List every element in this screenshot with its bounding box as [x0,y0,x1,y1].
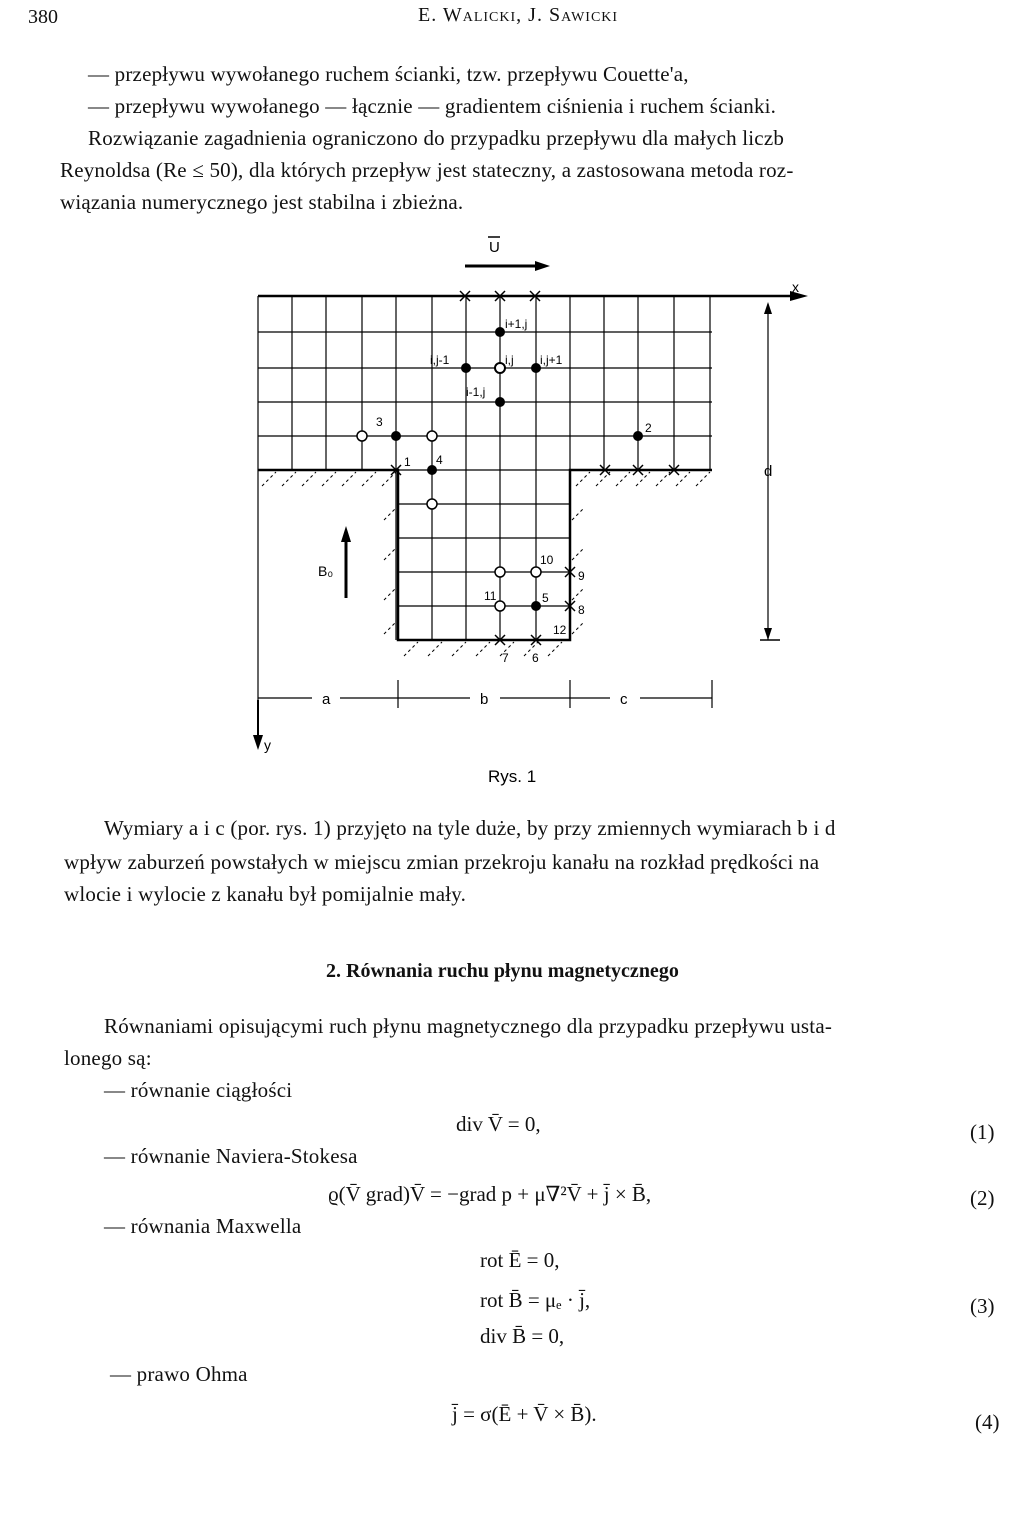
dimension-c-label: c [620,691,628,708]
channel-walls [258,470,712,640]
continuity-label: — równanie ciągłości [104,1078,293,1102]
node-number-5: 5 [542,591,549,605]
node-number-11: 11 [484,589,497,603]
after-figure-line-1: Wymiary a i c (por. rys. 1) przyjęto na tyle duże, by przy zmiennych wymiarach b i d [104,816,836,840]
maxwell-label: — równania Maxwella [104,1214,302,1238]
section-title: 2. Równania ruchu płynu magnetycznego [326,960,679,982]
node-label-im1-j: i-1,j [466,385,486,399]
equation-2: ϱ(V̄ grad)V̄ = −grad p + μ∇²V̄ + j̄ × B̄, [328,1182,652,1206]
equation-4-number: (4) [975,1410,1000,1434]
intro-paragraph-line-2: Reynoldsa (Re ≤ 50), dla których przepływ jest stateczny, a zastosowana metoda roz- [60,158,794,182]
node-number-4: 4 [436,453,443,467]
node-number-9: 9 [578,569,585,583]
figure-caption: Rys. 1 [488,767,537,786]
field-b0-label: B₀ [318,563,334,579]
equation-1: div V̄ = 0, [456,1112,541,1136]
dimension-a-label: a [322,691,331,708]
x-axis-label: x [792,279,799,295]
node-number-12: 12 [553,623,567,637]
figure-channel-grid [0,230,1024,790]
equation-3b: rot B̄ = μₑ · j̄, [480,1288,591,1312]
intro-list-item-2: — przepływu wywołanego — łącznie — gradientem ciśnienia i ruchem ścianki. [88,94,777,118]
node-label-i-jp1: i,j+1 [540,353,563,367]
page-number: 380 [28,6,58,28]
node-number-2: 2 [645,421,652,435]
after-figure-line-2: wpływ zaburzeń powstałych w miejscu zmian przekroju kanału na rozkład prędkości na [64,850,820,874]
velocity-arrow-head [535,261,550,271]
node-i-j [495,363,505,373]
node-im1-j [495,397,505,407]
node-number-3: 3 [376,415,383,429]
ohm-label: — prawo Ohma [110,1362,248,1386]
equation-3c: div B̄ = 0, [480,1324,565,1348]
section-paragraph-line-2: lonego są: [64,1046,152,1070]
equation-3a: rot Ē = 0, [480,1248,560,1272]
dimension-b-label: b [480,691,489,708]
node-label-ip1-j: i+1,j [505,317,528,331]
equation-1-number: (1) [970,1120,995,1144]
equation-2-number: (2) [970,1186,995,1210]
section-paragraph-line-1: Równaniami opisującymi ruch płynu magnetycznego dla przypadku przepływu usta- [104,1014,833,1038]
equation-4: j̄ = σ(Ē + V̄ × B̄). [452,1402,597,1426]
dimension-d-label: d [764,463,773,480]
intro-list-item-1: — przepływu wywołanego ruchem ścianki, tzw. przepływu Couette'a, [88,62,689,86]
node-number-1: 1 [404,455,411,469]
navier-stokes-label: — równanie Naviera-Stokesa [104,1144,358,1168]
node-number-10: 10 [540,553,554,567]
running-header-authors: E. Walicki, J. Sawicki [418,4,619,26]
node-number-6: 6 [532,651,539,665]
velocity-label: U [489,239,500,256]
node-number-8: 8 [578,603,585,617]
node-ip1-j [495,327,505,337]
intro-paragraph-line-1: Rozwiązanie zagadnienia ograniczono do przypadku przepływu dla małych liczb [88,126,785,150]
y-axis-label: y [264,737,271,753]
equation-3-number: (3) [970,1294,995,1318]
y-axis-arrow-head [253,735,263,750]
intro-paragraph-line-3: wiązania numerycznego jest stabilna i zbieżna. [60,190,464,214]
node-i-jm1 [461,363,471,373]
node-label-i-j: i,j [505,353,514,367]
after-figure-line-3: wlocie i wylocie z kanału był pomijalnie mały. [64,882,467,906]
node-label-i-jm1: i,j-1 [430,353,450,367]
node-number-7: 7 [502,651,509,665]
